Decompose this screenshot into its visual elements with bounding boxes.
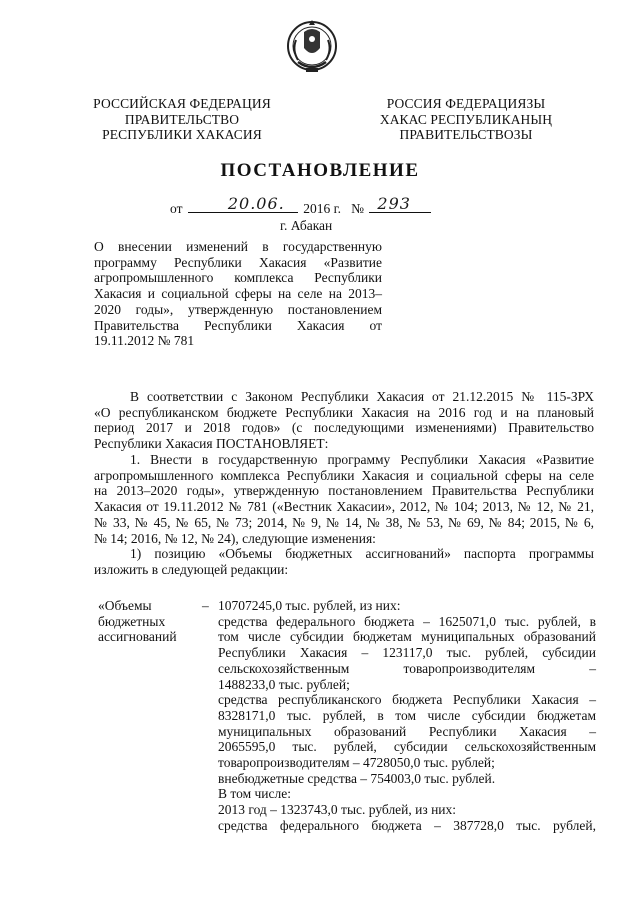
item-1-line: № 33, № 45, № 65, № 73; 2014, № 9, № 14, № 38, № 53, № 69, № 84; 2015, № 6, bbox=[94, 514, 594, 530]
subject-line: 2020 годы», утвержденную постановлением bbox=[94, 301, 382, 317]
number-field bbox=[369, 194, 431, 213]
table-text-line: Республики Хакасия – 123117,0 тыс. рублей, субсидии bbox=[218, 645, 596, 661]
table-text-line: 2065595,0 тыс. рублей, субсидии сельскохозяйственным bbox=[218, 739, 596, 755]
table-text-line: товаропроизводителям – 4728050,0 тыс. рублей; bbox=[218, 755, 495, 771]
date-number-line bbox=[170, 194, 431, 217]
table-text-line: средства федерального бюджета – 387728,0 тыс. рублей, bbox=[218, 817, 596, 833]
header-right-line: ХАКАС РЕСПУБЛИКАНЫҢ bbox=[379, 111, 553, 127]
preamble-paragraph bbox=[94, 389, 594, 452]
label-line: «Объемы bbox=[98, 598, 152, 613]
table-text-line: сельскохозяйственным товаропроизводителям – bbox=[218, 660, 596, 676]
handwritten-date: 20.06. bbox=[227, 194, 285, 213]
date-year: 2016 г. bbox=[303, 201, 341, 216]
header-right-line: ПРАВИТЕЛЬСТВОЗЫ bbox=[399, 127, 533, 142]
preamble-line: период 2017 и 2018 годов» (с последующими изменениями) Правительство bbox=[94, 420, 594, 436]
date-field bbox=[188, 194, 298, 213]
label-line: бюджетных bbox=[98, 613, 166, 629]
date-prefix: от bbox=[170, 201, 183, 216]
header-left-line: ПРАВИТЕЛЬСТВО bbox=[124, 111, 240, 127]
header-right-block bbox=[372, 96, 560, 143]
preamble-line: В соответствии с Законом Республики Хакасия от 21.12.2015 № 115-ЗРХ bbox=[130, 389, 594, 404]
table-text-line: внебюджетные средства – 754003,0 тыс. рублей. bbox=[218, 770, 496, 786]
header-left-line: РЕСПУБЛИКИ ХАКАСИЯ bbox=[102, 127, 262, 142]
item-1-line: 1. Внести в государственную программу Республики Хакасия «Развитие bbox=[130, 452, 594, 467]
table-text-line: 1488233,0 тыс. рублей; bbox=[218, 676, 350, 692]
item-1-line: агропромышленного комплекса Республики Хакасия и социальной сферы на селе bbox=[94, 467, 594, 483]
header-left-block bbox=[86, 96, 278, 143]
item-1-line: Хакасия от 19.11.2012 № 781 («Вестник Хакасии», 2012, № 104; 2013, № 12, № 21, bbox=[94, 499, 594, 515]
table-text-line: 8328171,0 тыс. рублей, в том числе субсидии бюджетам bbox=[218, 707, 596, 723]
subject-line: Хакасия и социальной сферы на селе на 2013– bbox=[94, 286, 382, 302]
subitem-1-paragraph bbox=[94, 546, 594, 577]
preamble-line: «О республиканском бюджете Республики Хакасия на 2016 год и на плановый bbox=[94, 404, 594, 420]
number-sign: № bbox=[351, 201, 365, 216]
subitem-1-line: изложить в следующей редакции: bbox=[94, 561, 289, 577]
table-dash: – bbox=[202, 598, 209, 613]
subject-line: программу Республики Хакасия «Развитие bbox=[94, 254, 382, 270]
subject-line: Правительства Республики Хакасия от bbox=[94, 317, 382, 333]
subject-line: О внесении изменений в государственную bbox=[94, 239, 382, 254]
item-1-paragraph bbox=[94, 452, 594, 546]
city-name: г. Абакан bbox=[280, 218, 333, 233]
table-row-label bbox=[98, 598, 198, 645]
handwritten-number: 293 bbox=[377, 194, 411, 213]
header-left-line: РОССИЙСКАЯ ФЕДЕРАЦИЯ bbox=[93, 96, 271, 111]
subject-line: 19.11.2012 № 781 bbox=[94, 333, 195, 349]
subitem-1-line: 1) позицию «Объемы бюджетных ассигнований» паспорта программы bbox=[130, 546, 594, 561]
document-subject bbox=[94, 239, 382, 349]
preamble-line: Республики Хакасия ПОСТАНОВЛЯЕТ: bbox=[94, 436, 329, 452]
item-1-line: на 2013–2020 годы», утвержденную постановлением Правительства Республики bbox=[94, 483, 594, 499]
document-title: ПОСТАНОВЛЕНИЕ bbox=[220, 160, 420, 181]
table-text-line: том числе субсидии бюджетам муниципальных образований bbox=[218, 629, 596, 645]
item-1-line: № 14; 2016, № 12, № 24), следующие изменения: bbox=[94, 530, 376, 546]
table-text-line: средства республиканского бюджета Республики Хакасия – bbox=[218, 692, 596, 708]
table-text-line: В том числе: bbox=[218, 786, 291, 802]
label-line: ассигнований bbox=[98, 629, 177, 645]
header-right-line: РОССИЯ ФЕДЕРАЦИЯЗЫ bbox=[386, 96, 546, 111]
table-text-line: 10707245,0 тыс. рублей, из них: bbox=[218, 598, 401, 613]
coat-of-arms-emblem bbox=[284, 16, 340, 78]
subject-line: агропромышленного комплекса Республики bbox=[94, 270, 382, 286]
table-text-line: муниципальных образований Республики Хакасия – bbox=[218, 723, 596, 739]
table-text-line: 2013 год – 1323743,0 тыс. рублей, из них: bbox=[218, 802, 457, 818]
table-text-line: средства федерального бюджета – 1625071,0 тыс. рублей, в bbox=[218, 613, 596, 629]
table-row-text bbox=[218, 598, 596, 834]
